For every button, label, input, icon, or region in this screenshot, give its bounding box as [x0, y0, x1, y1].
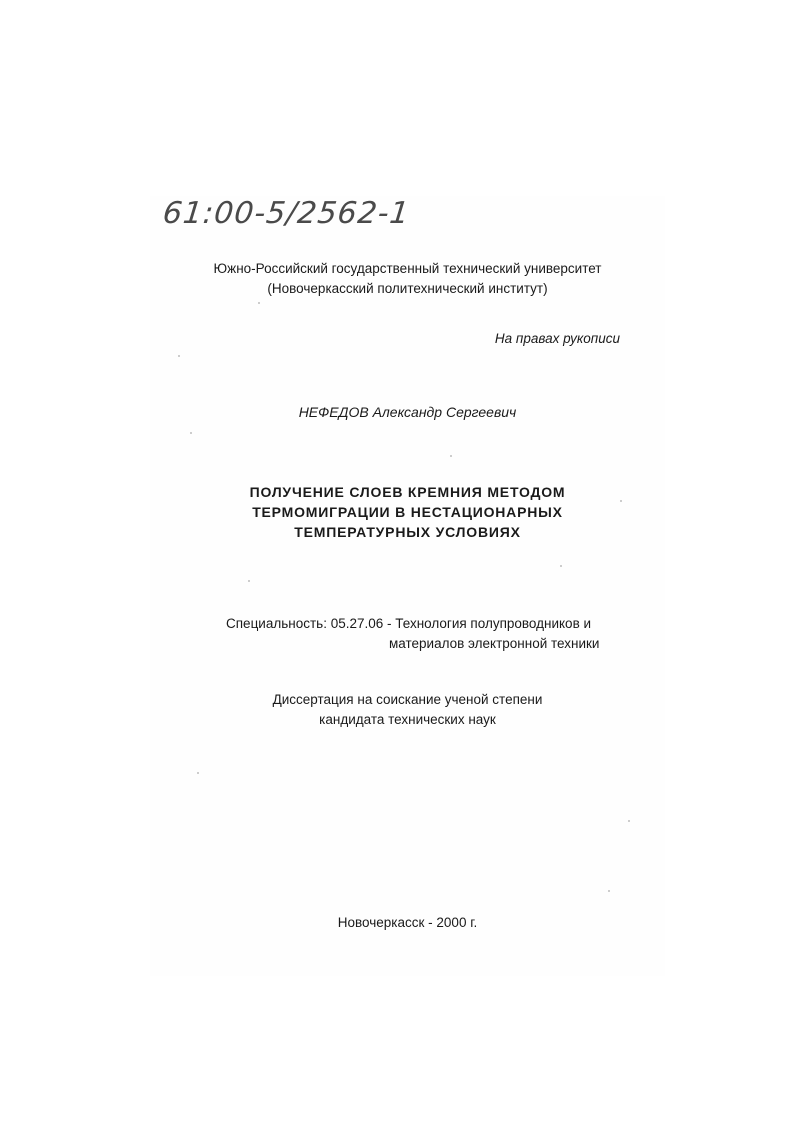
title-line-2: ТЕРМОМИГРАЦИИ В НЕСТАЦИОНАРНЫХ [252, 504, 563, 520]
scan-speck [248, 580, 250, 582]
scan-speck [190, 432, 192, 434]
specialty-line-2: материалов электронной техники [389, 636, 600, 651]
specialty-block [226, 614, 599, 654]
university-name: Южно-Российский государственный технический университет [213, 261, 602, 276]
degree-block [150, 690, 665, 730]
scan-speck [450, 455, 452, 457]
scan-speck [560, 565, 562, 567]
dissertation-title [150, 482, 665, 542]
scan-speck [608, 890, 610, 892]
degree-line-2: кандидата технических наук [319, 712, 496, 727]
scan-speck [178, 355, 180, 357]
scan-speck [258, 302, 260, 304]
degree-line-1: Диссертация на соискание ученой степени [272, 692, 543, 707]
manuscript-note: На правах рукописи [494, 331, 620, 346]
university-subtitle: (Новочеркасский политехнический институт) [267, 281, 548, 296]
title-line-3: ТЕМПЕРАТУРНЫХ УСЛОВИЯХ [294, 524, 521, 540]
specialty-line-1: Специальность: 05.27.06 - Технология полупроводников и [226, 616, 592, 631]
city-year: Новочеркасск - 2000 г. [337, 915, 478, 930]
handwritten-shelfmark: 61:00-5/2562-1 [161, 196, 412, 231]
scan-speck [620, 500, 622, 502]
title-line-1: ПОЛУЧЕНИЕ СЛОЕВ КРЕМНИЯ МЕТОДОМ [249, 484, 566, 500]
scan-speck [197, 772, 199, 774]
scan-speck [628, 820, 630, 822]
author-name: НЕФЕДОВ Александр Сергеевич [298, 404, 517, 420]
university-block [150, 259, 665, 299]
scanned-sheet [150, 196, 665, 976]
